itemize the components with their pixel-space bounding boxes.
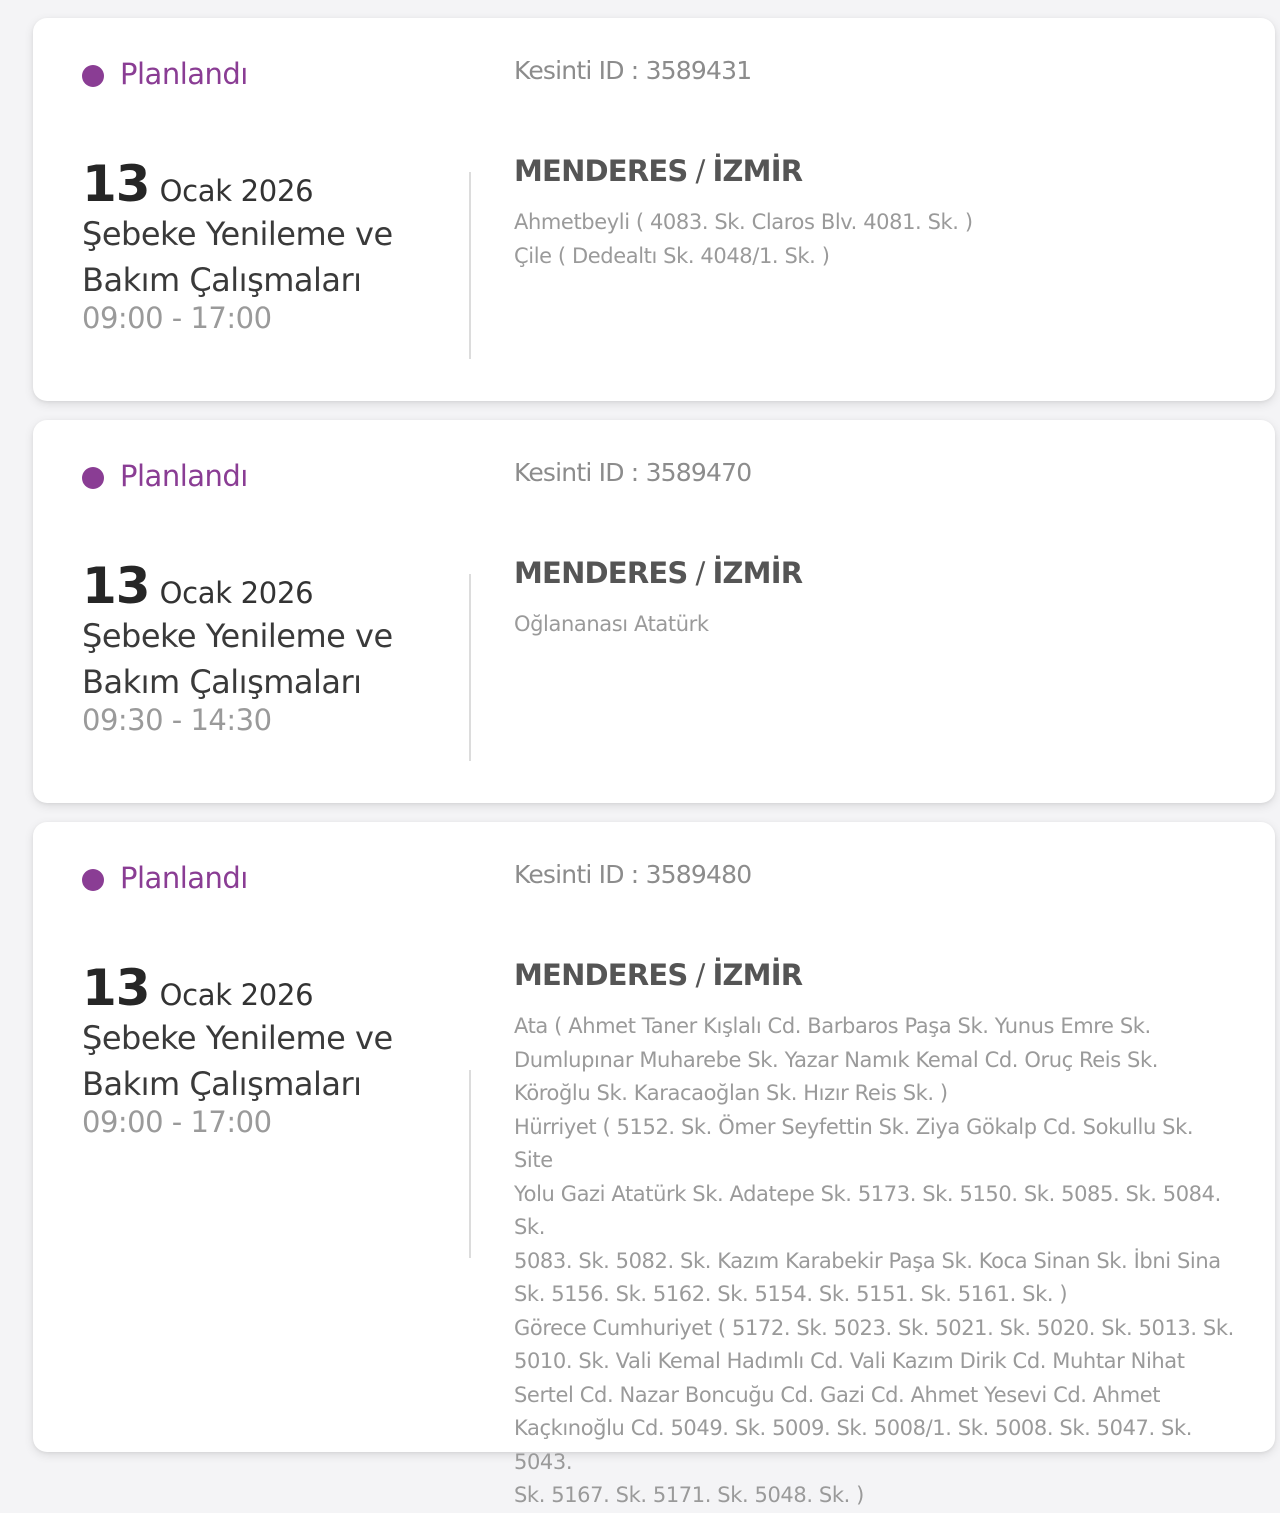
district-name: MENDERES [514,958,688,992]
affected-streets [514,608,1234,642]
date-day: 13 [82,557,150,615]
date-day: 13 [82,155,150,213]
province-name: İZMİR [712,154,803,188]
date-line [82,155,442,213]
location-separator: / [695,556,705,590]
outage-id: Kesinti ID : 3589431 [514,56,752,85]
street-line: Köroğlu Sk. Karacaoğlan Sk. Hızır Reis Sk. ) [514,1081,948,1105]
status-label: Planlandı [120,57,248,91]
street-line: Çile ( Dedealtı Sk. 4048/1. Sk. ) [514,243,830,268]
affected-streets [514,1010,1234,1513]
status-indicator [82,460,248,492]
time-range: 09:30 - 14:30 [82,703,272,737]
street-line: Sk. 5156. Sk. 5162. Sk. 5154. Sk. 5151. Sk. 5161. Sk. ) [514,1282,1068,1306]
street-line: 5083. Sk. 5082. Sk. Kazım Karabekir Paşa Sk. Koca Sinan Sk. İbni Sina [514,1248,1221,1273]
reason-line-2: Bakım Çalışmaları [82,663,362,701]
location-separator: / [695,958,705,992]
date-block [82,155,442,335]
status-dot-icon [82,869,104,891]
district-name: MENDERES [514,154,688,188]
street-line: Hürriyet ( 5152. Sk. Ömer Seyfettin Sk. Ziya Gökalp Cd. Sokullu Sk. Site [514,1114,1194,1172]
province-name: İZMİR [712,958,803,992]
street-line: Kaçkınoğlu Cd. 5049. Sk. 5009. Sk. 5008/1. Sk. 5008. Sk. 5047. Sk. 5043. [514,1416,1193,1474]
reason-line-1: Şebeke Yenileme ve [82,1019,393,1057]
reason-line-1: Şebeke Yenileme ve [82,617,393,655]
street-line: Sk. 5167. Sk. 5171. Sk. 5048. Sk. ) [514,1483,864,1507]
location-title [514,958,802,992]
status-dot-icon [82,65,104,87]
outage-card[interactable] [33,420,1275,803]
street-line: Oğlananası Atatürk [514,612,709,636]
street-line: Ahmetbeyli ( 4083. Sk. Claros Blv. 4081. Sk. ) [514,210,973,234]
outage-card[interactable] [33,18,1275,401]
date-month-year: Ocak 2026 [159,576,314,610]
street-line: Görece Cumhuriyet ( 5172. Sk. 5023. Sk. 5021. Sk. 5020. Sk. 5013. Sk. [514,1315,1234,1340]
reason-line-1: Şebeke Yenileme ve [82,215,393,253]
street-line: Ata ( Ahmet Taner Kışlalı Cd. Barbaros Paşa Sk. Yunus Emre Sk. [514,1014,1151,1038]
outage-card[interactable] [33,822,1275,1507]
date-line [82,557,442,615]
outage-id: Kesinti ID : 3589480 [514,860,752,889]
status-label: Planlandı [120,861,248,895]
date-month-year: Ocak 2026 [159,978,314,1012]
date-line [82,959,442,1017]
affected-streets [514,206,1234,273]
street-line: 5010. Sk. Vali Kemal Hadımlı Cd. Vali Kazım Dirik Cd. Muhtar Nihat [514,1349,1185,1373]
vertical-divider [469,172,471,359]
reason-line-2: Bakım Çalışmaları [82,261,362,299]
street-line: Dumlupınar Muharebe Sk. Yazar Namık Kemal Cd. Oruç Reis Sk. [514,1047,1159,1072]
status-indicator [82,58,248,90]
vertical-divider [469,574,471,761]
date-block [82,557,442,737]
time-range: 09:00 - 17:00 [82,1105,272,1139]
reason-line-2: Bakım Çalışmaları [82,1065,362,1103]
province-name: İZMİR [712,556,803,590]
district-name: MENDERES [514,556,688,590]
street-line: Sertel Cd. Nazar Boncuğu Cd. Gazi Cd. Ahmet Yesevi Cd. Ahmet [514,1382,1161,1407]
date-block [82,959,442,1139]
status-dot-icon [82,467,104,489]
time-range: 09:00 - 17:00 [82,301,272,335]
street-line: Yolu Gazi Atatürk Sk. Adatepe Sk. 5173. Sk. 5150. Sk. 5085. Sk. 5084. Sk. [514,1181,1221,1239]
vertical-divider [469,1070,471,1258]
date-month-year: Ocak 2026 [159,174,314,208]
status-indicator [82,862,248,894]
outage-id: Kesinti ID : 3589470 [514,458,752,487]
date-day: 13 [82,959,150,1017]
location-title [514,154,802,188]
status-label: Planlandı [120,459,248,493]
location-title [514,556,802,590]
location-separator: / [695,154,705,188]
